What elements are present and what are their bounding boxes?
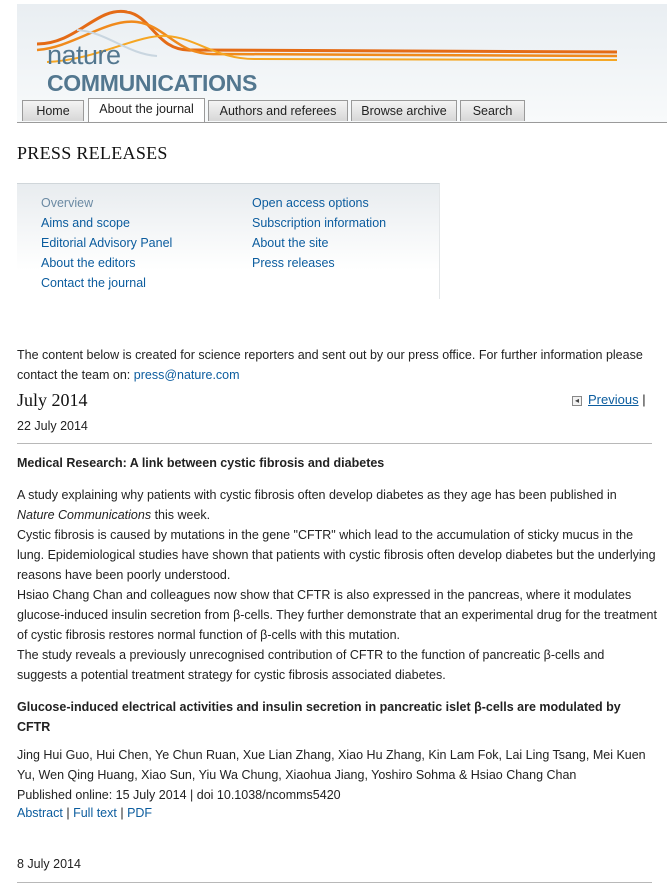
subnav-item-open-access-options[interactable]: Open access options xyxy=(252,196,369,210)
paper-citation xyxy=(17,745,657,805)
pager-separator: | xyxy=(642,392,646,407)
tab-home[interactable]: Home xyxy=(22,100,84,121)
subnav-item-about-the-site[interactable]: About the site xyxy=(252,236,329,250)
previous-link[interactable]: Previous xyxy=(588,392,639,407)
release-body xyxy=(17,485,657,685)
pager xyxy=(572,392,646,407)
previous-arrow-icon[interactable]: ◂ xyxy=(572,396,582,406)
journal-name-italic: Nature Communications xyxy=(17,508,152,522)
site-header xyxy=(17,4,667,122)
release-paragraph: Hsiao Chang Chan and colleagues now show that CFTR is also expressed in the pancreas, where it modulates glucose-induced insulin secretion from β-cells. They further demonstrate that an experimental drug for the treatment of cystic fibrosis restores normal function of β-cells with this mutation. xyxy=(17,588,657,642)
release-paragraph-text: this week. xyxy=(151,508,211,522)
link-separator: | xyxy=(66,806,70,820)
tab-authors-and-referees[interactable]: Authors and referees xyxy=(208,100,348,121)
subnav-item-subscription-information[interactable]: Subscription information xyxy=(252,216,387,230)
release-date: 22 July 2014 xyxy=(17,419,88,433)
release-paragraph: The study reveals a previously unrecognised contribution of CFTR to the function of pancreatic β-cells and suggests a potential treatment strategy for cystic fibrosis associated diabetes. xyxy=(17,648,605,682)
header-divider xyxy=(17,122,667,123)
release-title: Medical Research: A link between cystic fibrosis and diabetes xyxy=(17,456,385,470)
paper-authors: Jing Hui Guo, Hui Chen, Ye Chun Ruan, Xue Lian Zhang, Xiao Hu Zhang, Kin Lam Fok, Lai Ling Tsang, Mei Kuen Yu, Wen Qing Huang, Xiao Sun, Yiu Wa Chung, Xiaohua Jiang, Yoshiro Sohma & Hsiao Chang Chan xyxy=(17,748,646,782)
abstract-link[interactable]: Abstract xyxy=(17,806,63,820)
tab-browse-archive[interactable]: Browse archive xyxy=(351,100,457,121)
full-text-link[interactable]: Full text xyxy=(73,806,117,820)
release-paragraph-text: A study explaining why patients with cystic fibrosis often develop diabetes as they age has been published in xyxy=(17,488,617,502)
brand-communications-text[interactable]: COMMUNICATIONS xyxy=(47,70,258,96)
pdf-link[interactable]: PDF xyxy=(127,806,153,820)
divider xyxy=(17,882,652,883)
paper-published-info: Published online: 15 July 2014 | doi 10.1038/ncomms5420 xyxy=(17,788,341,802)
brand-nature-text[interactable]: nature xyxy=(47,40,121,70)
divider xyxy=(17,443,652,444)
subnav-item-press-releases[interactable]: Press releases xyxy=(252,256,335,270)
release-date: 8 July 2014 xyxy=(17,857,81,871)
paper-links xyxy=(17,806,152,820)
subnav-item-about-the-editors[interactable]: About the editors xyxy=(41,256,136,270)
tab-about-the-journal[interactable]: About the journal xyxy=(88,98,205,122)
press-intro-text: The content below is created for science reporters and sent out by our press office. For further information please contact the team on: xyxy=(17,348,643,382)
about-subnav xyxy=(17,183,440,299)
release-paragraph xyxy=(17,485,657,525)
paper-title: Glucose-induced electrical activities and insulin secretion in pancreatic islet β-cells are modulated by CFTR xyxy=(17,700,621,734)
press-email-link[interactable]: press@nature.com xyxy=(133,368,240,382)
subnav-item-contact-the-journal[interactable]: Contact the journal xyxy=(41,276,146,290)
subnav-item-aims-and-scope[interactable]: Aims and scope xyxy=(41,216,130,230)
link-separator: | xyxy=(120,806,124,820)
subnav-item-overview[interactable]: Overview xyxy=(41,196,94,210)
month-heading: July 2014 xyxy=(17,390,88,410)
page-title: PRESS RELEASES xyxy=(17,143,168,163)
press-intro xyxy=(17,345,652,385)
tab-search[interactable]: Search xyxy=(460,100,525,121)
release-paragraph: Cystic fibrosis is caused by mutations in the gene "CFTR" which lead to the accumulation of sticky mucus in the lung. Epidemiological studies have shown that patients with cystic fibrosis often develop diabetes but the underlying reasons have been poorly understood. xyxy=(17,528,656,582)
subnav-item-editorial-advisory-panel[interactable]: Editorial Advisory Panel xyxy=(41,236,173,250)
